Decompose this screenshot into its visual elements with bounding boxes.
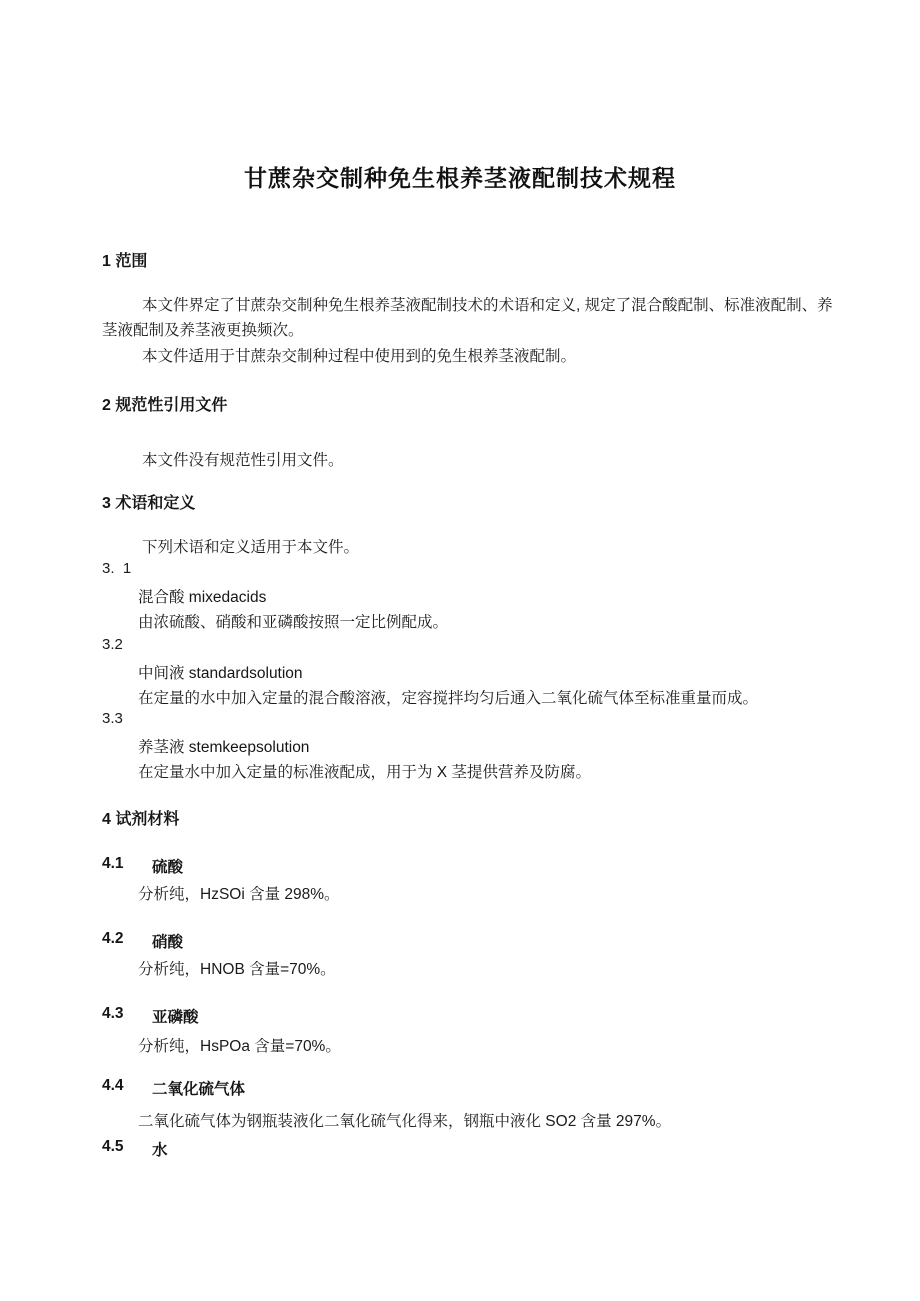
term-name-3-3: 养茎液 stemkeepsolution: [138, 739, 310, 756]
reagent-name-4-2: 硝酸: [152, 934, 184, 951]
term-number-3-1: 3. 1: [102, 560, 132, 577]
reagent-heading-4-4: [102, 1077, 245, 1099]
reagent-number-4-1: 4.1: [102, 855, 124, 872]
term-name-3-1: 混合酸 mixedacids: [138, 589, 267, 606]
reagent-number-4-3: 4.3: [102, 1005, 124, 1022]
reagent-body-4-1: 分析纯，HzSOi 含量 298%。: [138, 886, 340, 903]
section-heading-scope: 1 范围: [102, 253, 148, 270]
reagent-heading-4-1: [102, 855, 183, 877]
reagent-number-4-5: 4.5: [102, 1138, 124, 1155]
section-heading-terms: 3 术语和定义: [102, 495, 196, 512]
reagent-heading-4-2: [102, 930, 183, 952]
reagent-name-4-4: 二氧化硫气体: [152, 1081, 246, 1098]
reagent-name-4-5: 水: [152, 1142, 168, 1159]
term-definition-3-3: 在定量水中加入定量的标准液配成，用于为 X 茎提供营养及防腐。: [138, 764, 591, 781]
term-definition-3-1: 由浓硫酸、硝酸和亚磷酸按照一定比例配成。: [138, 614, 449, 631]
terms-intro-paragraph: 下列术语和定义适用于本文件。: [142, 539, 360, 556]
term-number-3-3: 3.3: [102, 710, 123, 727]
section-heading-reagents: 4 试剂材料: [102, 811, 180, 828]
reagent-body-4-4: 二氧化硫气体为钢瓶装液化二氧化硫气化得来，钢瓶中液化 SO2 含量 297%。: [138, 1113, 672, 1130]
reagent-name-4-1: 硫酸: [152, 859, 184, 876]
scope-paragraph-1: 本文件界定了甘蔗杂交制种免生根养茎液配制技术的术语和定义, 规定了混合酸配制、标准液配制、养茎液配制及养茎液更换频次。: [102, 297, 833, 339]
scope-paragraph-2: 本文件适用于甘蔗杂交制种过程中使用到的免生根养茎液配制。: [142, 348, 577, 365]
reagent-body-4-3: 分析纯，HsPOa 含量=70%。: [138, 1038, 341, 1055]
term-number-3-2: 3.2: [102, 636, 123, 653]
reagent-number-4-2: 4.2: [102, 930, 124, 947]
reagent-body-4-2: 分析纯，HNOB 含量=70%。: [138, 961, 336, 978]
reagent-number-4-4: 4.4: [102, 1077, 124, 1094]
normative-refs-paragraph: 本文件没有规范性引用文件。: [142, 452, 344, 469]
reagent-heading-4-3: [102, 1005, 199, 1027]
section-heading-normative-refs: 2 规范性引用文件: [102, 397, 228, 414]
term-definition-3-2: 在定量的水中加入定量的混合酸溶液，定容搅拌均匀后通入二氧化硫气体至标准重量而成。: [138, 690, 759, 707]
term-name-3-2: 中间液 standardsolution: [138, 665, 303, 682]
document-title: 甘蔗杂交制种免生根养茎液配制技术规程: [244, 165, 676, 191]
reagent-name-4-3: 亚磷酸: [152, 1009, 199, 1026]
reagent-heading-4-5: [102, 1138, 168, 1160]
